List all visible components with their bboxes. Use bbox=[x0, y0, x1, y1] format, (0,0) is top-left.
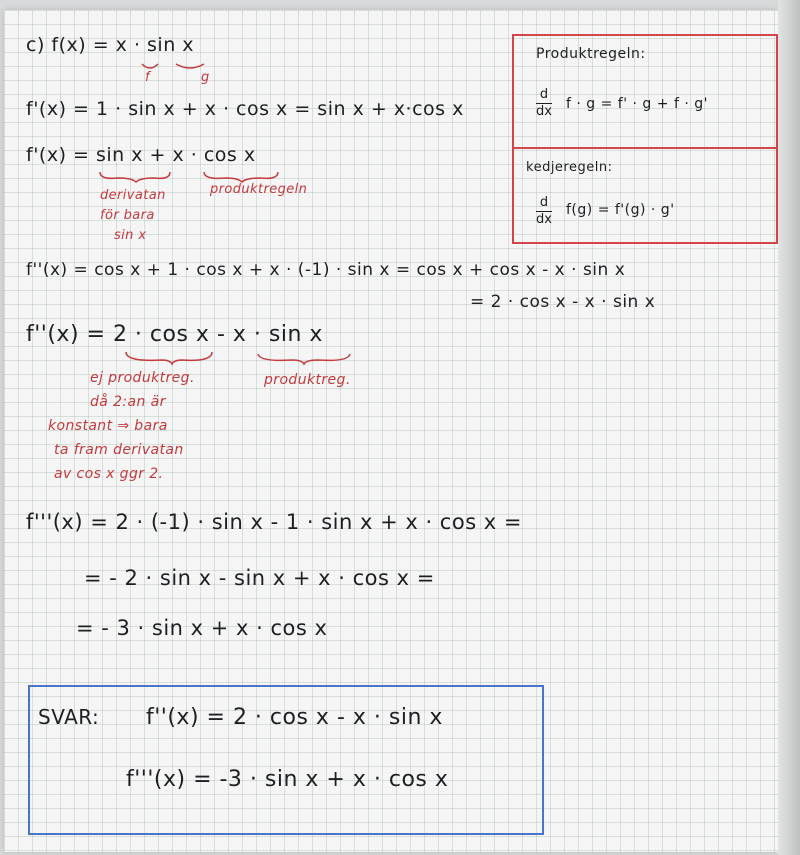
rules-divider bbox=[514, 147, 776, 149]
chain-rule-title: kedjeregeln: bbox=[526, 160, 613, 175]
product-rule-derivative-operator: d dx bbox=[536, 87, 552, 119]
note-da-2an-ar: då 2:an är bbox=[90, 394, 166, 410]
note-ej-produktreg: ej produktreg. bbox=[90, 370, 195, 386]
rules-box bbox=[512, 34, 778, 244]
line-second-derivative-rewritten: f''(x) = 2 · cos x - x · sin x bbox=[26, 322, 323, 347]
note-f: f bbox=[145, 70, 150, 85]
note-for-bara: för bara bbox=[100, 208, 155, 223]
note-g: g bbox=[201, 70, 210, 85]
line-first-derivative: f'(x) = 1 · sin x + x · cos x = sin x + x·cos x bbox=[26, 98, 464, 120]
line-first-derivative-simplified: f'(x) = sin x + x · cos x bbox=[26, 144, 256, 166]
answer-box bbox=[28, 685, 544, 835]
product-rule-title: Produktregeln: bbox=[536, 46, 646, 62]
grid-paper bbox=[4, 10, 778, 852]
answer-third-derivative: f'''(x) = -3 · sin x + x · cos x bbox=[126, 767, 449, 792]
note-konstant-bara: konstant ⇒ bara bbox=[48, 418, 168, 434]
line-third-derivative-result: = - 3 · sin x + x · cos x bbox=[76, 616, 328, 640]
page-edge-shadow bbox=[778, 0, 800, 855]
line-function-definition: c) f(x) = x · sin x bbox=[26, 34, 195, 56]
answer-label: SVAR: bbox=[38, 705, 100, 729]
brace-produktreg-notes bbox=[122, 350, 382, 366]
note-ta-fram-derivatan: ta fram derivatan bbox=[54, 442, 184, 458]
brace-f-g bbox=[140, 60, 230, 74]
answer-second-derivative: f''(x) = 2 · cos x - x · sin x bbox=[146, 705, 443, 730]
note-av-cos-x: av cos x ggr 2. bbox=[54, 466, 164, 482]
note-produktreg: produktreg. bbox=[264, 372, 351, 388]
note-produktregeln: produktregeln bbox=[210, 182, 308, 197]
chain-rule-derivative-operator: d dx bbox=[536, 195, 552, 227]
chain-rule-formula: f(g) = f'(g) · g' bbox=[566, 202, 675, 218]
product-rule-formula: f · g = f' · g + f · g' bbox=[566, 96, 708, 112]
line-third-derivative: f'''(x) = 2 · (-1) · sin x - 1 · sin x + x · cos x = bbox=[26, 510, 523, 534]
note-sin-x: sin x bbox=[114, 228, 147, 243]
line-third-derivative-step: = - 2 · sin x - sin x + x · cos x = bbox=[84, 566, 435, 590]
note-derivatan: derivatan bbox=[100, 188, 166, 203]
line-second-derivative: f''(x) = cos x + 1 · cos x + x · (-1) · sin x = cos x + cos x - x · sin x bbox=[26, 260, 626, 280]
line-second-derivative-result: = 2 · cos x - x · sin x bbox=[470, 292, 656, 312]
